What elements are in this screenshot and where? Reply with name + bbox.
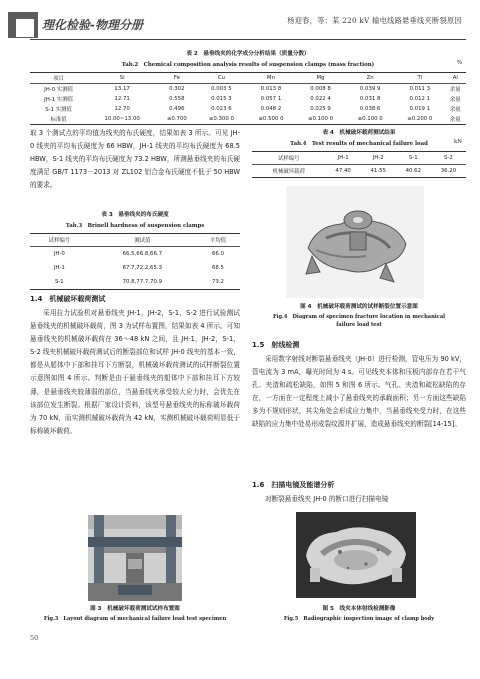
table-cell: JH-1 实测值	[44, 97, 74, 103]
table-row	[30, 275, 240, 290]
table-cell: 12.70	[114, 106, 130, 112]
table-cell: 0.558	[169, 96, 185, 102]
table-header: Mg	[316, 75, 325, 81]
table-cell: 12.71	[114, 96, 130, 102]
table-cell: 余量	[449, 87, 461, 93]
table3-caption-en: Tab.3 Brinell hardness of suspension clamps	[65, 223, 205, 229]
table-cell: 67.7,72.2,65.3	[122, 265, 163, 271]
table-cell: 0.025 9	[310, 106, 331, 112]
table-cell: 0.031 8	[359, 96, 381, 102]
table-header: Zn	[366, 75, 374, 81]
table-header: JH-1	[337, 155, 349, 161]
table-cell: 0.302	[169, 86, 185, 92]
fig3-test-machine-image	[88, 515, 182, 601]
table-cell: 机械破坏载荷	[272, 169, 305, 175]
fig3-caption-cn: 图 3 机械破坏载荷测试试样布置图	[90, 606, 180, 612]
table-cell: 余量	[449, 97, 461, 103]
fig3-caption-en: Fig.3 Layout diagram of mechanical failure load test specimen	[43, 616, 227, 622]
table-cell: 0.011 3	[409, 86, 431, 92]
table-cell: S-1	[54, 279, 64, 285]
table-cell: 0.003 5	[211, 86, 232, 92]
table-row	[30, 104, 466, 114]
fig4-caption-cn: 图 4 机械破坏载荷测试的试样断裂位置示意图	[300, 304, 418, 310]
table-row	[252, 165, 466, 178]
table4	[252, 151, 466, 178]
page-number: 50	[30, 634, 39, 642]
table-cell: 68.5	[211, 265, 224, 271]
fig4-caption-en-line2: failure load test	[336, 322, 382, 328]
table-cell: 47.40	[335, 168, 351, 174]
section-1-6-heading: 1.6 扫描电镜及能谱分析	[252, 481, 335, 489]
table-cell: 0.496	[169, 106, 185, 112]
table-header-row	[252, 152, 466, 165]
table-cell: 0.008 8	[310, 86, 331, 92]
table-header-row	[30, 234, 240, 247]
table-cell: 66.5,66.8,66.7	[122, 251, 163, 257]
table-cell: ≤0.200 0	[407, 116, 433, 122]
table-header: 平均值	[209, 238, 227, 244]
table-row	[30, 114, 466, 125]
section-1-5-heading: 1.5 射线检测	[252, 341, 300, 349]
table-header: JH-2	[372, 155, 384, 161]
table-cell: JH-0	[53, 251, 65, 257]
table-header: 试样编号	[48, 238, 71, 244]
table-cell: 标准值	[50, 117, 67, 123]
table2-caption-en: Tab.2 Chemical composition analysis results of suspension clamps (mass fraction)	[121, 62, 375, 68]
journal-logo	[8, 12, 178, 38]
fig5-caption-cn: 图 5 线夹本体射线检测影像	[322, 606, 396, 612]
table-header: Fe	[173, 75, 180, 81]
header-rule	[30, 39, 466, 40]
journal-name: 理化检验-物理分册	[42, 18, 143, 32]
table-header-row	[30, 73, 466, 84]
table-header: Mn	[266, 75, 275, 81]
table-row	[30, 261, 240, 275]
table-cell: 70.8,77.7,70.9	[122, 279, 163, 285]
table-header: 试样编号	[278, 156, 300, 162]
table-row	[30, 94, 466, 104]
table-cell: 40.62	[405, 168, 422, 174]
table-cell: 0.013 8	[260, 86, 282, 92]
paragraph-hardness: 取 3 个测试点的平均值为线夹的布氏硬度，结果如表 3 所示。可见 JH-0 线夹的平均布氏硬度为 66 HBW，JH-1 线夹的平均布氏硬度为 68.5 HBW，S-1 线夹的平均布氏硬度为 73.2 HBW，所测悬垂线夹的布氏硬度满足 GB/T 1173－2013 对 ZL102 铝合金布氏硬度不低于 50 HBW 的要求。	[30, 129, 240, 190]
table4-caption-en: Tab.4 Test results of mechanical failure load	[290, 141, 428, 147]
paragraph-sem: 对断裂悬垂线夹 JH-0 的断口进行扫描电镜	[265, 495, 389, 503]
table-header: S-2	[444, 155, 453, 161]
table-cell: JH-1	[53, 265, 65, 271]
table2	[30, 72, 466, 125]
table4-caption-cn: 表 4 机械破坏载荷测试结果	[322, 130, 396, 136]
table-cell: ≤0.100 0	[357, 116, 383, 122]
paragraph-mechanical-load: 采用拉力试验机对悬垂线夹 JH-1，JH-2，S-1，S-2 进行试验测试悬垂线夹的机械破坏载荷，图 3 为试样布置图，结果如表 4 所示。可知悬垂线夹的机械破坏载荷在 36～48 kN 之间，且 JH-1，JH-2，S-1，S-2 线夹机械破坏载荷测试后的断裂部位和试样 JH-0 线夹的基本一致，都是从船体中下部和挂耳下方断裂，机械破坏载荷测试的试样断裂位置示意图如图 4 所示。判断是由于悬垂线夹的船体中下部和挂耳下方较薄，是悬垂线夹较薄弱的部位，当悬垂线夹承受较大应力时，会优先在该部位发生断裂。根据厂家设计资料，该型号悬垂线夹的标称破坏载荷为 70 kN，而实测机械破坏载荷为 42 kN，实测机械破坏载荷明显低于标称破坏载荷。	[30, 309, 240, 435]
fig4-photo	[286, 186, 424, 298]
table2-unit: %	[456, 60, 462, 66]
table-cell: S-1 实测值	[45, 107, 72, 113]
table-cell: 0.039 9	[359, 86, 381, 92]
table-header: 项目	[53, 76, 64, 82]
table-row	[30, 84, 466, 95]
table-cell: ≤0.100 0	[308, 116, 334, 122]
table-cell: 余量	[449, 107, 461, 113]
table2-caption-cn: 表 2 悬垂线夹的化学成分分析结果（质量分数）	[186, 51, 310, 57]
table-header: S-1	[408, 155, 418, 161]
table-cell: 0.019 1	[409, 106, 431, 112]
table-cell: 0.057 1	[260, 96, 282, 102]
fig4-fractured-clamp-image	[286, 186, 424, 298]
table-cell: 36.20	[440, 168, 457, 174]
table-cell: JH-0 实测值	[44, 87, 74, 93]
table3-caption-cn: 表 3 悬垂线夹的布氏硬度	[101, 212, 169, 218]
fig5-radiograph-image	[296, 512, 416, 598]
table-cell: 0.023 6	[211, 106, 232, 112]
table-cell: 66.0	[211, 251, 224, 257]
table-cell: 0.038 6	[359, 106, 381, 112]
table-header: 测试值	[134, 238, 151, 244]
fig5-photo	[296, 512, 416, 598]
table-cell: 0.012 1	[409, 96, 431, 102]
table-cell: 13.17	[114, 86, 130, 92]
table-header: Ti	[417, 75, 423, 81]
logo-mark-inner	[16, 19, 34, 37]
table-row	[30, 247, 240, 262]
table-cell: 41.55	[370, 168, 386, 174]
table-cell: 10.00~13.00	[104, 116, 140, 122]
table4-unit: kN	[454, 139, 462, 145]
fig4-caption-en-line1: Fig.4 Diagram of specimen fracture location in mechanical	[272, 314, 446, 320]
table-cell: 0.048 2	[260, 106, 282, 112]
section-1-4-heading: 1.4 机械破坏载荷测试	[30, 295, 106, 303]
table-cell: ≤0.700	[166, 116, 187, 122]
table3	[30, 233, 240, 290]
table-header: Si	[119, 75, 125, 81]
table-cell: ≤0.500 0	[258, 116, 284, 122]
paragraph-radiography: 采用数字射线对断裂悬垂线夹（JH-0）进行检测，管电压为 90 kV，管电流为 3 mA，曝光时间为 4 s。可见线夹本体和压板内部存在若干气孔、夹渣和疏松缺陷，如图 5 和图 6 所示。气孔、夹渣和疏松缺陷的存在，一方面在一定程度上减小了悬垂线夹的承载面积；另一方面这些缺陷多为不规则形状，其尖角处会形成应力集中，当悬垂线夹受力时，在这些缺陷的应力集中处易形成裂纹源并扩展，造成悬垂线夹的断裂[14-15]。	[252, 355, 466, 429]
table-cell: 0.022 4	[310, 96, 331, 102]
table-header: Al	[452, 75, 458, 81]
table-cell: ≤0.300 0	[208, 116, 234, 122]
table-header: Cu	[217, 75, 225, 81]
table-cell: 73.2	[211, 279, 224, 285]
fig3-photo	[88, 515, 182, 601]
table-cell: 0.015 3	[211, 96, 232, 102]
fig5-caption-en: Fig.5 Radiographic inspection image of clamp body	[283, 616, 435, 622]
running-title: 杨迎春，等：某 220 kV 输电线路悬垂线夹断裂原因	[287, 16, 462, 25]
table-cell: 余量	[449, 117, 461, 123]
